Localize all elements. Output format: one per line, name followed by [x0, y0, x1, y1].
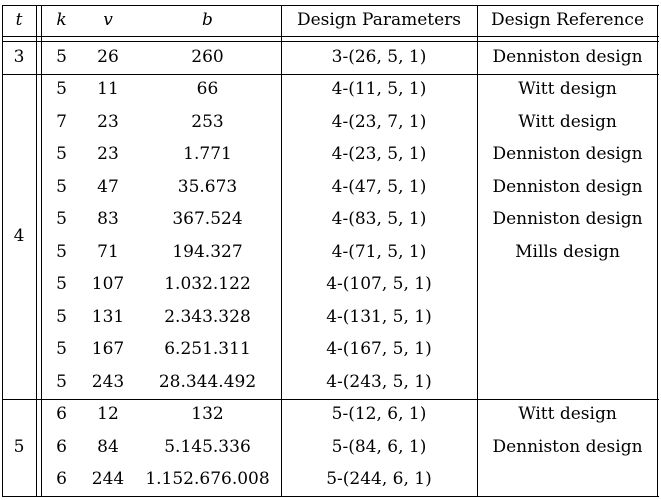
cell-design-reference: Denniston design [492, 209, 643, 230]
cell-k: 5 [56, 274, 67, 295]
cell-design-reference [477, 464, 658, 497]
cell-v: 83 [97, 209, 119, 230]
cell-b: 5.145.336 [164, 436, 251, 457]
cell-k: 5 [56, 176, 67, 197]
cell-k: 5 [56, 144, 67, 165]
cell-k: 5 [56, 209, 67, 230]
bottom-rule [2, 496, 659, 497]
cell-k: 7 [56, 111, 67, 132]
cell-k: 5 [56, 306, 67, 327]
header-b: b [202, 10, 213, 30]
cell-design-reference: Denniston design [492, 436, 643, 457]
top-rule [2, 5, 659, 6]
cell-b: 35.673 [177, 176, 238, 197]
cell-design-reference: Denniston design [492, 46, 643, 67]
cell-design-parameters: 4-(47, 5, 1) [331, 176, 427, 197]
cell-v: 84 [97, 436, 119, 457]
cell-b: 1.771 [183, 144, 232, 165]
cell-v: 244 [91, 469, 125, 490]
cell-b: 6.251.311 [164, 339, 251, 360]
cell-b: 66 [196, 79, 219, 100]
cell-design-reference: Witt design [518, 79, 617, 100]
cell-design-parameters: 4-(23, 7, 1) [331, 111, 427, 132]
cell-design-reference: Denniston design [492, 144, 643, 165]
cell-design-reference: Mills design [515, 241, 620, 262]
cell-k: 5 [56, 371, 67, 392]
cell-v: 26 [97, 46, 119, 67]
cell-design-parameters: 4-(71, 5, 1) [331, 241, 427, 262]
header-rule [2, 36, 659, 37]
cell-design-reference: Witt design [518, 404, 617, 425]
column-rule [41, 5, 42, 497]
cell-design-reference [477, 269, 658, 302]
column-rule [657, 5, 658, 497]
cell-b: 253 [191, 111, 224, 132]
cell-design-parameters: 4-(131, 5, 1) [326, 306, 432, 327]
cell-b: 194.327 [172, 241, 243, 262]
column-rule [2, 5, 3, 497]
cell-design-parameters: 5-(84, 6, 1) [331, 436, 427, 457]
cell-t: 5 [13, 436, 25, 457]
cell-b: 2.343.328 [164, 306, 251, 327]
cell-b: 367.524 [172, 209, 243, 230]
cell-design-parameters: 4-(107, 5, 1) [326, 274, 432, 295]
cell-b: 28.344.492 [158, 371, 257, 392]
cell-design-parameters: 5-(244, 6, 1) [326, 469, 432, 490]
cell-design-parameters: 4-(11, 5, 1) [331, 79, 427, 100]
cell-k: 5 [56, 241, 67, 262]
cell-design-parameters: 4-(83, 5, 1) [331, 209, 427, 230]
header-design-parameters: Design Parameters [296, 10, 462, 30]
cell-v: 167 [91, 339, 125, 360]
cell-k: 5 [56, 79, 67, 100]
cell-t: 4 [13, 225, 25, 246]
cell-v: 71 [97, 241, 119, 262]
cell-k: 6 [56, 436, 67, 457]
cell-design-parameters: 3-(26, 5, 1) [331, 46, 427, 67]
cell-v: 47 [97, 176, 119, 197]
column-rule [281, 5, 282, 497]
cell-design-reference: Witt design [518, 111, 617, 132]
cell-b: 1.032.122 [164, 274, 251, 295]
cell-b: 1.152.676.008 [145, 469, 270, 490]
cell-design-parameters: 4-(23, 5, 1) [331, 144, 427, 165]
cell-k: 6 [56, 404, 67, 425]
cell-k: 6 [56, 469, 67, 490]
cell-design-reference [477, 334, 658, 367]
header-k: k [56, 10, 67, 30]
cell-design-parameters: 5-(12, 6, 1) [331, 404, 427, 425]
cell-v: 107 [91, 274, 125, 295]
column-rule [477, 5, 478, 497]
cell-v: 23 [97, 144, 119, 165]
cell-design-reference [477, 301, 658, 334]
header-v: v [103, 10, 113, 30]
cell-k: 5 [56, 46, 67, 67]
cell-t: 3 [13, 46, 25, 67]
header-design-reference: Design Reference [490, 10, 645, 30]
cell-v: 243 [91, 371, 125, 392]
design-table [2, 5, 658, 497]
column-rule [36, 5, 37, 497]
cell-v: 23 [97, 111, 119, 132]
cell-design-reference: Denniston design [492, 176, 643, 197]
cell-k: 5 [56, 339, 67, 360]
header-t: t [15, 10, 23, 30]
cell-v: 131 [91, 306, 125, 327]
cell-design-parameters: 4-(243, 5, 1) [326, 371, 432, 392]
cell-v: 11 [97, 79, 119, 100]
cell-b: 132 [191, 404, 224, 425]
cell-v: 12 [97, 404, 119, 425]
cell-design-parameters: 4-(167, 5, 1) [326, 339, 432, 360]
cell-design-reference [477, 366, 658, 399]
cell-b: 260 [191, 46, 224, 67]
